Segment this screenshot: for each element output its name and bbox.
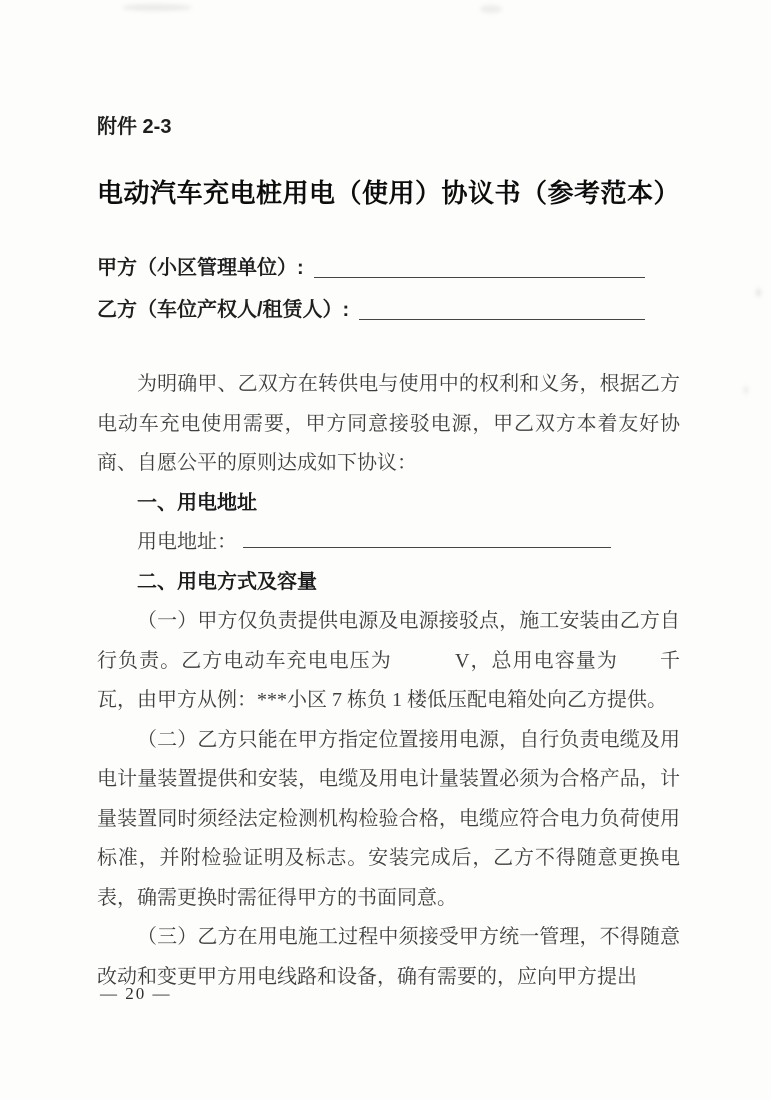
clause-1-paragraph: （一）甲方仅负责提供电源及电源接驳点，施工安装由乙方自行负责。乙方电动车充电电压为 V，总用电容量为 千瓦，由甲方从例：***小区 7 栋负 1 楼低压配电箱处向乙方提供。: [97, 610, 680, 711]
document-title: 电动汽车充电桩用电（使用）协议书（参考范本）: [97, 178, 681, 208]
party-a-label: 甲方（小区管理单位）:: [97, 257, 304, 279]
scan-smudge: [122, 4, 192, 11]
party-a-line: [97, 247, 645, 289]
scan-smudge: [480, 5, 502, 13]
intro-paragraph: 为明确甲、乙双方在转供电与使用中的权利和义务，根据乙方电动车充电使用需要，甲方同意接驳电源，甲乙双方本着友好协商、自愿公平的原则达成如下协议：: [97, 373, 680, 474]
attachment-label: 附件 2-3: [97, 116, 172, 138]
clause-3-paragraph: （三）乙方在用电施工过程中须接受甲方统一管理，不得随意改动和变更甲方用电线路和设备，确有需要的，应向甲方提出: [97, 926, 680, 988]
clause-2-paragraph: （二）乙方只能在甲方指定位置接用电源，自行负责电缆及用电计量装置提供和安装，电缆及用电计量装置必须为合格产品，计量装置同时须经法定检测机构检验合格，电缆应符合电力负荷使用标准，并附检验证明及标志。安装完成后，乙方不得随意更换电表，确需更换时需征得甲方的书面同意。: [97, 728, 680, 909]
party-a-blank-field: [314, 247, 645, 278]
scan-smudge: [744, 386, 748, 394]
page-number: — 20 —: [100, 984, 172, 1003]
party-b-label: 乙方（车位产权人/租赁人）:: [97, 299, 350, 321]
section-2-heading: 二、用电方式及容量: [137, 570, 317, 593]
address-blank-field: [243, 528, 611, 548]
party-b-blank-field: [359, 289, 645, 320]
parties-block: [97, 247, 680, 331]
address-field-line: [97, 523, 680, 563]
address-field-label: 用电地址：: [137, 531, 237, 553]
scan-smudge: [756, 288, 761, 297]
agreement-body: [97, 365, 680, 997]
section-1-heading: 一、用电地址: [137, 491, 257, 514]
party-b-line: [97, 289, 645, 331]
